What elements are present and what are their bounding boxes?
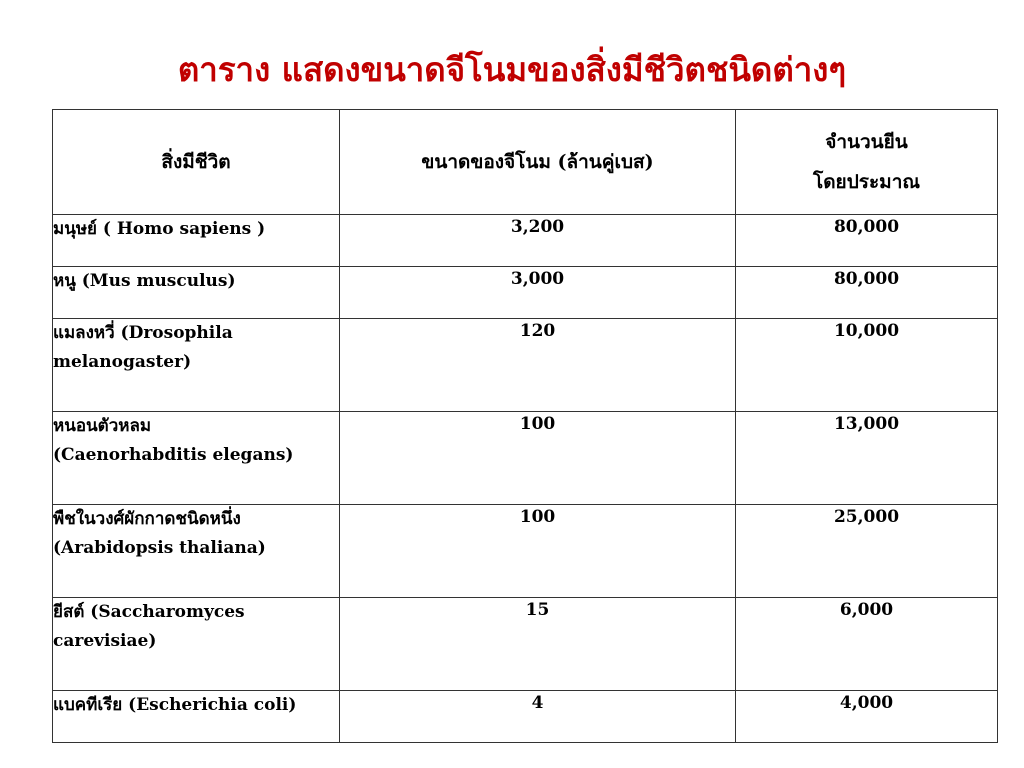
table-row bbox=[53, 598, 998, 691]
slide-title: ตาราง แสดงขนาดจีโนมของสิ่งมีชีวิตชนิดต่างๆ bbox=[177, 50, 847, 89]
organism-name: มนุษย์ ( Homo sapiens ) bbox=[53, 219, 266, 239]
organism-cell bbox=[53, 691, 340, 743]
genome-size-cell: 3,200 bbox=[340, 215, 736, 267]
table-row bbox=[53, 267, 998, 319]
genome-size-cell: 3,000 bbox=[340, 267, 736, 319]
genome-size-cell: 120 bbox=[340, 319, 736, 412]
organism-name-continued: carevisiae) bbox=[53, 631, 157, 651]
gene-count-cell: 80,000 bbox=[736, 267, 998, 319]
gene-count-cell: 4,000 bbox=[736, 691, 998, 743]
genome-size-cell: 100 bbox=[340, 412, 736, 505]
organism-cell bbox=[53, 505, 340, 598]
organism-name: แมลงหวี่ (Drosophila bbox=[53, 323, 233, 343]
organism-name-continued: (Arabidopsis thaliana) bbox=[53, 538, 266, 558]
header-gene-count bbox=[736, 110, 998, 215]
genome-size-cell: 4 bbox=[340, 691, 736, 743]
table-header-row bbox=[53, 110, 998, 215]
gene-count-cell: 13,000 bbox=[736, 412, 998, 505]
organism-name: แบคทีเรีย (Escherichia coli) bbox=[53, 695, 297, 715]
organism-name-continued: melanogaster) bbox=[53, 352, 192, 372]
organism-cell bbox=[53, 319, 340, 412]
table-row bbox=[53, 412, 998, 505]
table-row bbox=[53, 691, 998, 743]
gene-count-cell: 25,000 bbox=[736, 505, 998, 598]
gene-count-cell: 10,000 bbox=[736, 319, 998, 412]
gene-count-cell: 80,000 bbox=[736, 215, 998, 267]
genome-size-cell: 100 bbox=[340, 505, 736, 598]
organism-name: หนู (Mus musculus) bbox=[53, 271, 236, 291]
header-gene-count-line1: จำนวนยีน bbox=[825, 131, 908, 153]
organism-name: ยีสต์ (Saccharomyces bbox=[53, 602, 245, 622]
table-row bbox=[53, 215, 998, 267]
organism-name-continued: (Caenorhabditis elegans) bbox=[53, 445, 294, 465]
header-organism: สิ่งมีชีวิต bbox=[53, 110, 340, 215]
header-gene-count-line2: โดยประมาณ bbox=[813, 171, 920, 193]
gene-count-cell: 6,000 bbox=[736, 598, 998, 691]
table-row bbox=[53, 319, 998, 412]
organism-name: หนอนตัวหลม bbox=[53, 416, 152, 436]
organism-cell bbox=[53, 412, 340, 505]
genome-size-table bbox=[52, 109, 998, 743]
organism-cell bbox=[53, 215, 340, 267]
organism-cell bbox=[53, 267, 340, 319]
header-genome-size: ขนาดของจีโนม (ล้านคู่เบส) bbox=[340, 110, 736, 215]
organism-cell bbox=[53, 598, 340, 691]
organism-name: พืชในวงศ์ผักกาดชนิดหนึ่ง bbox=[53, 509, 241, 529]
genome-size-cell: 15 bbox=[340, 598, 736, 691]
table-row bbox=[53, 505, 998, 598]
